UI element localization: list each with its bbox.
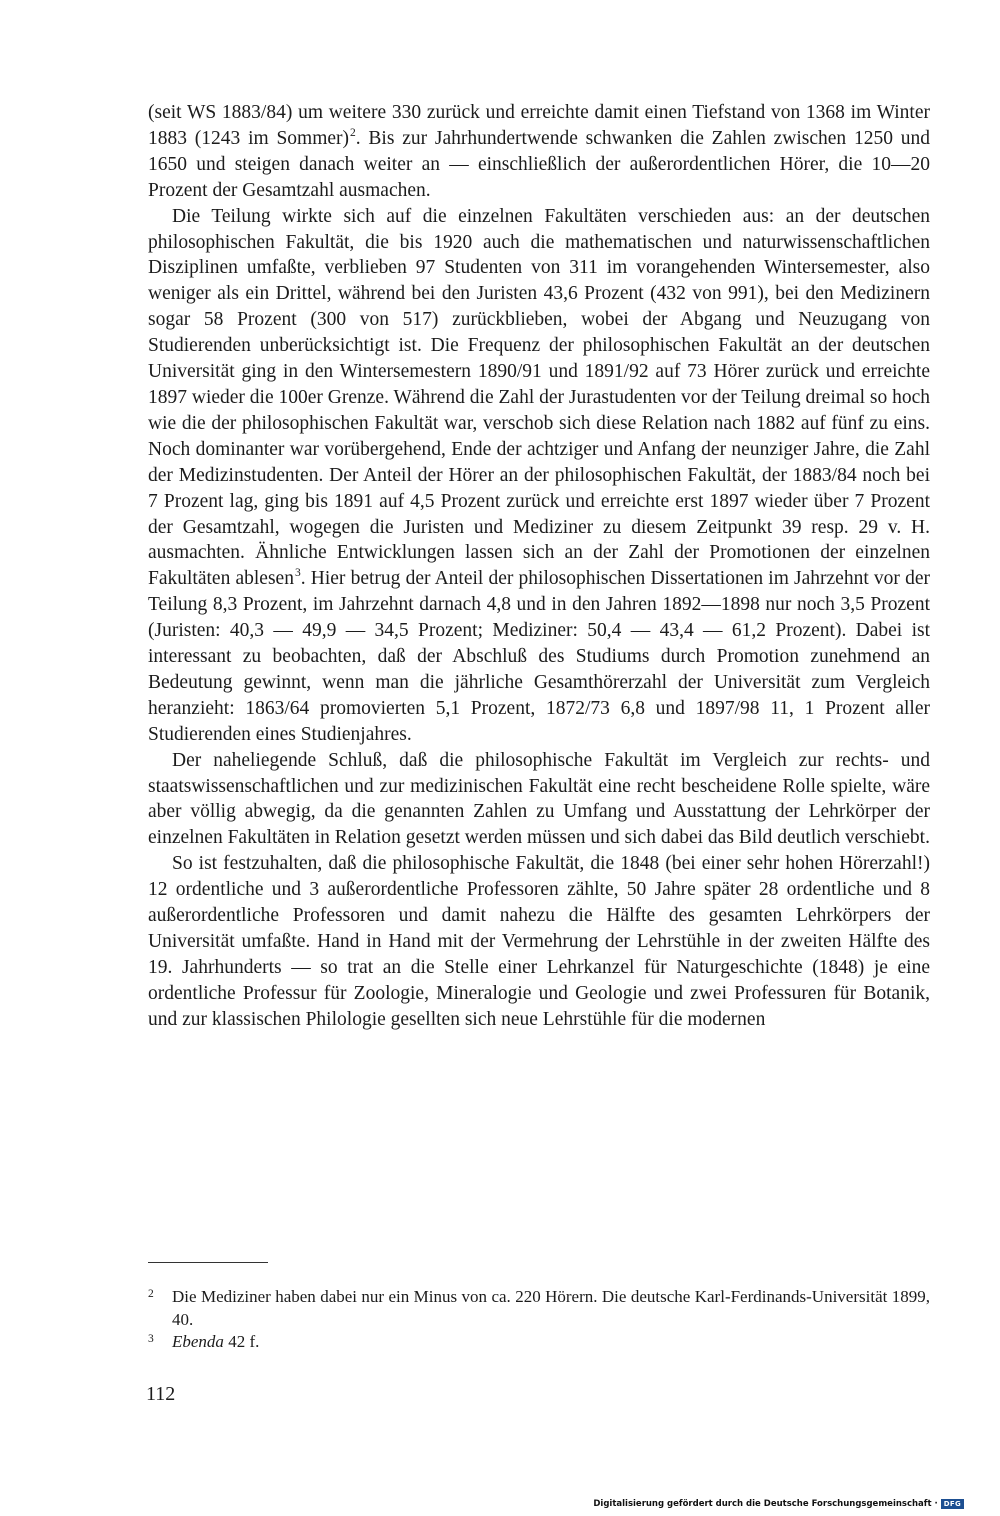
paragraph-2 — [148, 204, 930, 748]
paragraph-2-text-cont: . Hier betrug der Anteil der philosophischen Dissertationen im Jahrzehnt vor der Teilung 8,3 Prozent, im Jahrzehnt darnach 4,8 und in den Jahren 1892—1898 nur noch 3,5 Prozent (Juristen: 40,3 — 49,9 — 34,5 Prozent; Mediziner: 50,4 — 43,4 — 61,2 Prozent). Dabei ist interessant zu beobachten, daß der Abschluß des Studiums durch Promotion zunehmend an Bedeutung gewinnt, wenn man die jährliche Gesamthörerzahl der Universität zum Vergleich heranzieht: 1863/64 promovierten 5,1 Prozent, 1872/73 6,8 und 1897/98 11, 1 Prozent aller Studierenden eines Studienjahres. — [148, 568, 930, 745]
footnote-3 — [148, 1331, 930, 1354]
footnote-italic-ref: Ebenda — [172, 1332, 224, 1351]
paragraph-1-text-cont: . Bis zur Jahrhundertwende schwanken die Zahlen zwischen 1250 und 1650 und steigen danach weiter an — einschließlich der außerordentlichen Hörer, die 10—20 Prozent der Gesamtzahl ausmachen. — [148, 127, 930, 201]
paragraph-1 — [148, 100, 930, 204]
paragraph-4-text: So ist festzuhalten, daß die philosophische Fakultät, die 1848 (bei einer sehr hohen Hörerzahl!) 12 ordentliche und 3 außerordentliche Professoren zählte, 50 Jahre später 28 ordentliche und 8 außerordentliche Professoren und damit nahezu die Hälfte des gesamten Lehrkörpers der Universität umfaßte. Hand in Hand mit der Vermehrung der Lehrstühle in der zweiten Hälfte des 19. Jahrhunderts — so trat an die Stelle einer Lehrkanzel für Naturgeschichte (1848) je eine ordentliche Professur für Zoologie, Mineralogie und Geologie und zwei Professuren für Botanik, und zur klassischen Philologie gesellten sich neue Lehrstühle für die modernen — [148, 853, 930, 1030]
paragraph-3-text: Der naheliegende Schluß, daß die philosophische Fakultät im Vergleich zur rechts- und staatswissenschaftlichen und zur medizinischen Fakultät eine recht bescheidene Rolle spielte, wäre aber völlig abwegig, da die genannten Zahlen zu Umfang und Ausstattung der Lehrkörper der einzelnen Fakultäten in Relation gesetzt werden müssen und sich dabei das Bild deutlich verschiebt. — [148, 749, 930, 849]
paragraph-4 — [148, 851, 930, 1032]
main-text — [148, 100, 930, 1033]
footnote-2 — [148, 1286, 930, 1331]
dfg-logo-icon: DFG — [941, 1499, 964, 1509]
footnote-ref-2[interactable]: 2 — [350, 126, 356, 139]
paragraph-2-text: Die Teilung wirkte sich auf die einzelnen Fakultäten verschieden aus: an der deutschen philosophischen Fakultät, die bis 1920 auch die mathematischen und naturwissenschaftlichen Disziplinen umfaßte, verblieben 97 Studenten von 311 im vorangehenden Wintersemester, also weniger als ein Drittel, während bei den Juristen 43,6 Prozent (432 von 991), bei den Medizinern sogar 58 Prozent (300 von 517) zurückblieben, wobei der Abgang und Neuzugang von Studierenden unberücksichtigt ist. Die Frequenz der philosophischen Fakultät an der deutschen Universität ging in den Wintersemestern 1890/91 und 1891/92 auf 73 Hörer zurück und erreichte 1897 wieder die 100er Grenze. Während die Zahl der Jurastudenten vor der Teilung dreimal so hoch wie die der philosophischen Fakultät war, verschob sich diese Relation nach 1882 auf fünf zu eins. Noch dominanter war vorübergehend, Ende der achtziger und Anfang der neunziger Jahre, die Zahl der Medizinstudenten. Der Anteil der Hörer an der philosophischen Fakultät, der 1883/84 noch bei 7 Prozent lag, ging bis 1891 auf 4,5 Prozent zurück und erreichte erst 1897 wieder über 7 Prozent der Gesamtzahl, wogegen die Juristen und Mediziner zu diesem Zeitpunkt 39 resp. 29 v. H. ausmachten. Ähnliche Entwicklungen lassen sich an der Zahl der Promotionen der einzelnen Fakultäten ablesen — [148, 205, 930, 590]
credit-text: Digitalisierung gefördert durch die Deutsche Forschungsgemeinschaft · — [593, 1499, 938, 1509]
paragraph-3 — [148, 748, 930, 852]
footnote-divider — [148, 1262, 268, 1263]
page-number: 112 — [146, 1383, 176, 1405]
paragraph-1-text: (seit WS 1883/84) um weitere 330 zurück und erreichte damit einen Tiefstand von 1368 im Winter 1883 (1243 im Sommer) — [148, 102, 930, 149]
footnotes — [148, 1286, 930, 1354]
digitization-credit — [593, 1499, 964, 1509]
footnote-text: 42 f. — [223, 1332, 260, 1351]
footnote-ref-3[interactable]: 3 — [294, 567, 301, 580]
footnote-marker: 3 — [148, 1333, 154, 1345]
footnote-marker: 2 — [148, 1288, 154, 1300]
footnote-text: Die Mediziner haben dabei nur ein Minus von ca. 220 Hörern. Die deutsche Karl-Ferdinands-Universität 1899, 40. — [172, 1287, 930, 1329]
